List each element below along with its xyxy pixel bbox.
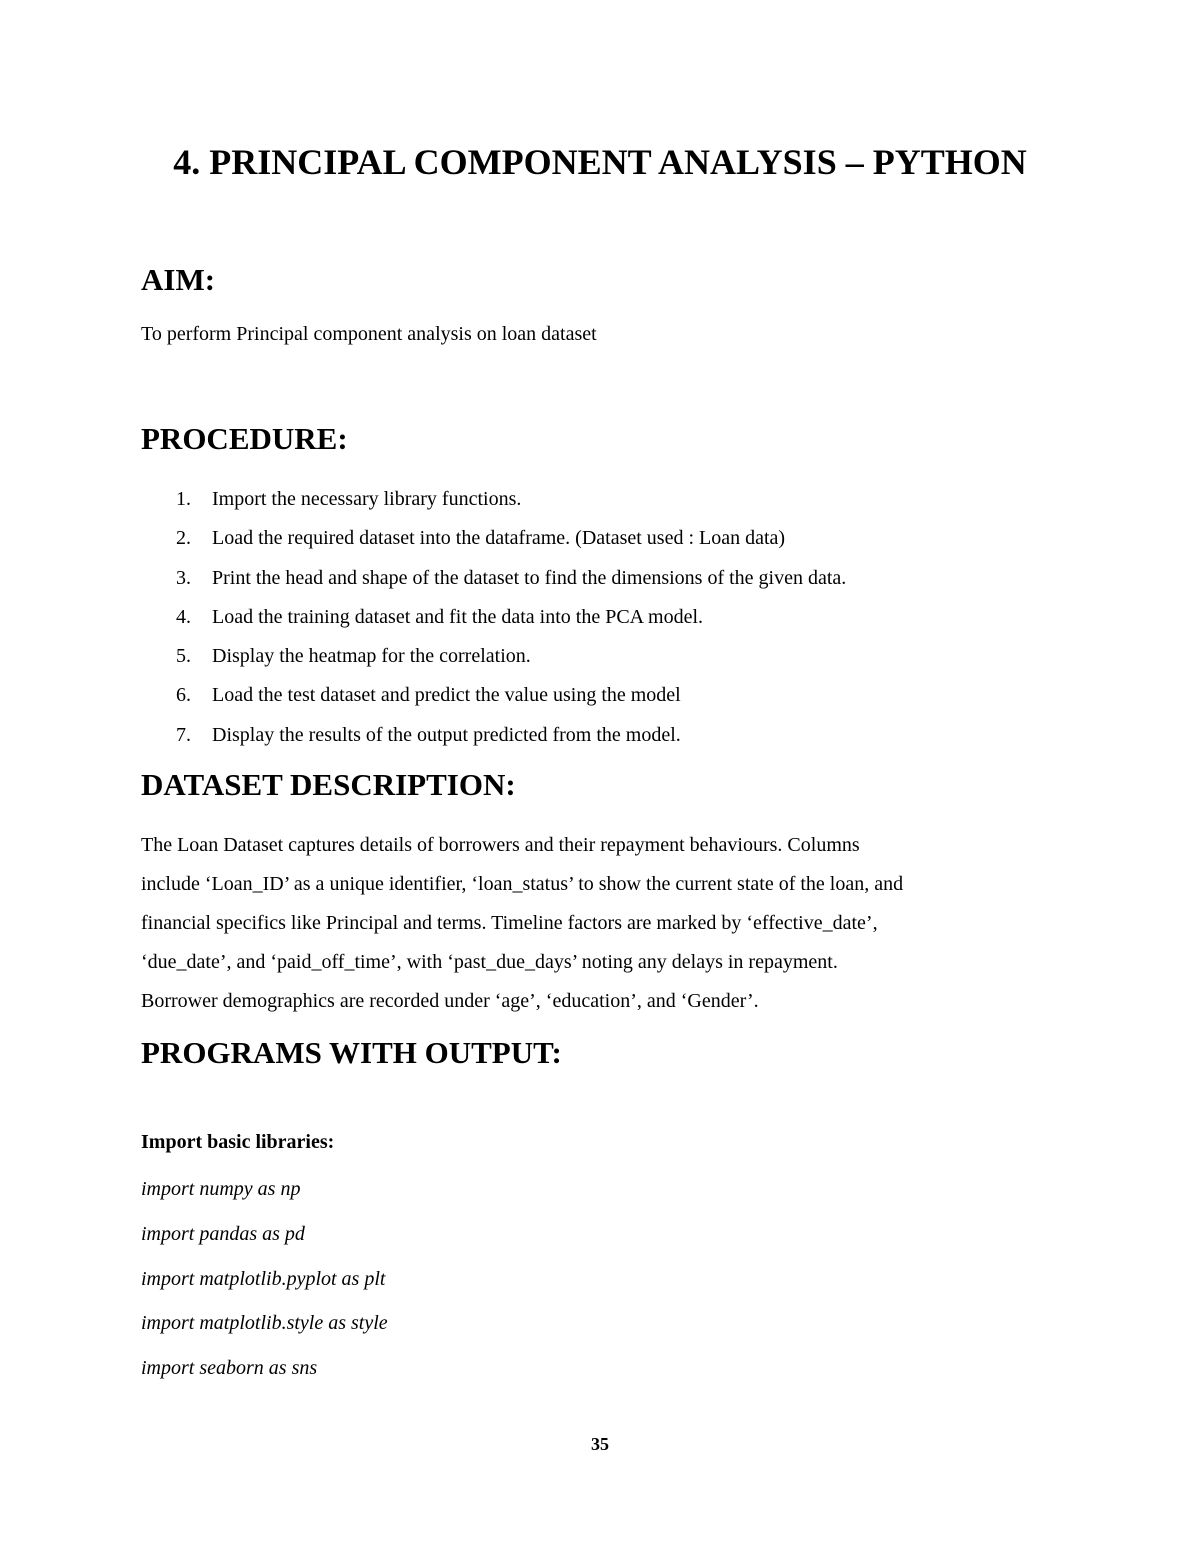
step-text: Print the head and shape of the dataset to find the dimensions of the given data. bbox=[212, 566, 847, 589]
code-line: import pandas as pd bbox=[141, 1222, 305, 1245]
dataset-description-heading: DATASET DESCRIPTION: bbox=[141, 767, 516, 802]
procedure-heading: PROCEDURE: bbox=[141, 421, 348, 456]
step-text: Import the necessary library functions. bbox=[212, 488, 522, 510]
aim-heading: AIM: bbox=[141, 262, 216, 297]
step-number: 6. bbox=[176, 684, 191, 707]
step-text: Load the test dataset and predict the value using the model bbox=[212, 684, 681, 707]
procedure-step bbox=[141, 564, 846, 603]
procedure-step bbox=[141, 721, 846, 760]
step-number: 5. bbox=[176, 645, 191, 668]
paragraph-line: The Loan Dataset captures details of borrowers and their repayment behaviours. Columns bbox=[141, 834, 860, 856]
page-number: 35 bbox=[591, 1434, 609, 1454]
step-number: 4. bbox=[176, 605, 191, 628]
code-line: import seaborn as sns bbox=[141, 1357, 318, 1380]
aim-text: To perform Principal component analysis on loan dataset bbox=[141, 323, 597, 345]
step-number: 3. bbox=[176, 566, 191, 589]
procedure-step bbox=[141, 524, 846, 563]
step-number: 2. bbox=[176, 527, 191, 550]
step-text: Display the heatmap for the correlation. bbox=[212, 645, 531, 668]
paragraph-line: include ‘Loan_ID’ as a unique identifier, ‘loan_status’ to show the current state of the loan, and bbox=[141, 873, 904, 895]
paragraph-line: financial specifics like Principal and terms. Timeline factors are marked by ‘effective_date’, bbox=[141, 912, 878, 934]
paragraph-line: ‘due_date’, and ‘paid_off_time’, with ‘past_due_days’ noting any delays in repayment. bbox=[141, 951, 838, 973]
step-text: Load the required dataset into the dataframe. (Dataset used : Loan data) bbox=[212, 527, 786, 550]
procedure-step bbox=[141, 485, 846, 524]
import-libraries-subheading: Import basic libraries: bbox=[141, 1131, 335, 1153]
code-block bbox=[141, 1175, 388, 1399]
step-text: Display the results of the output predicted from the model. bbox=[212, 723, 681, 746]
code-line: import matplotlib.pyplot as plt bbox=[141, 1267, 386, 1290]
procedure-step bbox=[141, 681, 846, 720]
programs-heading: PROGRAMS WITH OUTPUT: bbox=[141, 1035, 562, 1070]
procedure-list bbox=[141, 485, 846, 760]
procedure-step bbox=[141, 603, 846, 642]
dataset-description-paragraph bbox=[141, 831, 1061, 1026]
procedure-step bbox=[141, 642, 846, 681]
step-number: 1. bbox=[176, 488, 191, 510]
step-number: 7. bbox=[176, 723, 191, 746]
code-line: import numpy as np bbox=[141, 1178, 301, 1200]
step-text: Load the training dataset and fit the data into the PCA model. bbox=[212, 605, 703, 628]
code-line: import matplotlib.style as style bbox=[141, 1312, 388, 1335]
paragraph-line: Borrower demographics are recorded under ‘age’, ‘education’, and ‘Gender’. bbox=[141, 990, 759, 1012]
page-title: 4. PRINCIPAL COMPONENT ANALYSIS – PYTHON bbox=[173, 142, 1027, 182]
